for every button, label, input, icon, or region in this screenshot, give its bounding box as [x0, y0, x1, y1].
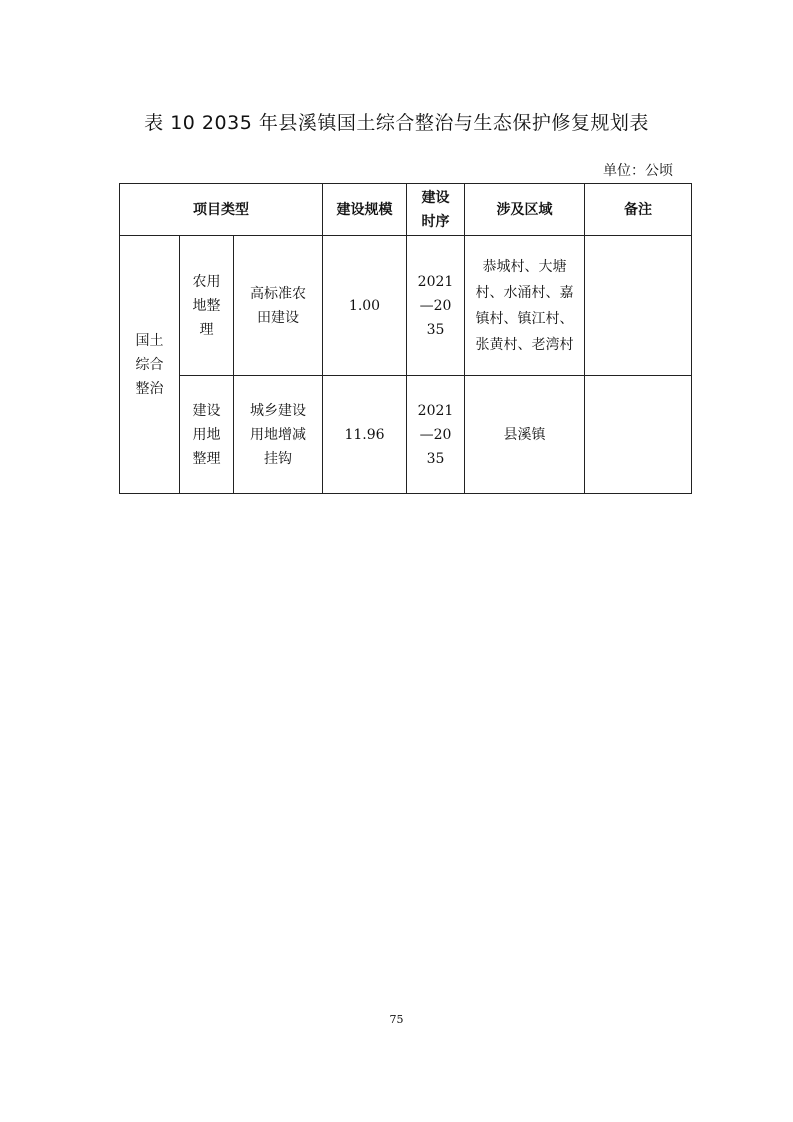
period-cell: 2021—2035 — [407, 376, 465, 494]
scale-cell: 1.00 — [323, 236, 407, 376]
project-cell: 城乡建设用地增减挂钩 — [234, 376, 323, 494]
area-cell: 县溪镇 — [465, 376, 585, 494]
header-period: 建设时序 — [407, 184, 465, 236]
unit-label: 单位：公顷 — [603, 163, 673, 179]
table-title: 表 10 2035 年县溪镇国土综合整治与生态保护修复规划表 — [144, 112, 649, 134]
category-cell: 国土综合整治 — [120, 236, 180, 494]
area-cell: 恭城村、大塘村、水涌村、嘉镇村、镇江村、张黄村、老湾村 — [465, 236, 585, 376]
scale-cell: 11.96 — [323, 376, 407, 494]
header-project-type: 项目类型 — [120, 184, 323, 236]
subtype-cell: 农用地整理 — [180, 236, 234, 376]
table-row — [120, 376, 692, 494]
header-note: 备注 — [585, 184, 692, 236]
project-cell: 高标准农田建设 — [234, 236, 323, 376]
note-cell — [585, 376, 692, 494]
table-header-row — [120, 184, 692, 236]
header-scale: 建设规模 — [323, 184, 407, 236]
period-cell: 2021—2035 — [407, 236, 465, 376]
page-number: 75 — [389, 1013, 404, 1026]
planning-table — [119, 183, 692, 494]
table-row — [120, 236, 692, 376]
subtype-cell: 建设用地整理 — [180, 376, 234, 494]
header-area: 涉及区域 — [465, 184, 585, 236]
note-cell — [585, 236, 692, 376]
